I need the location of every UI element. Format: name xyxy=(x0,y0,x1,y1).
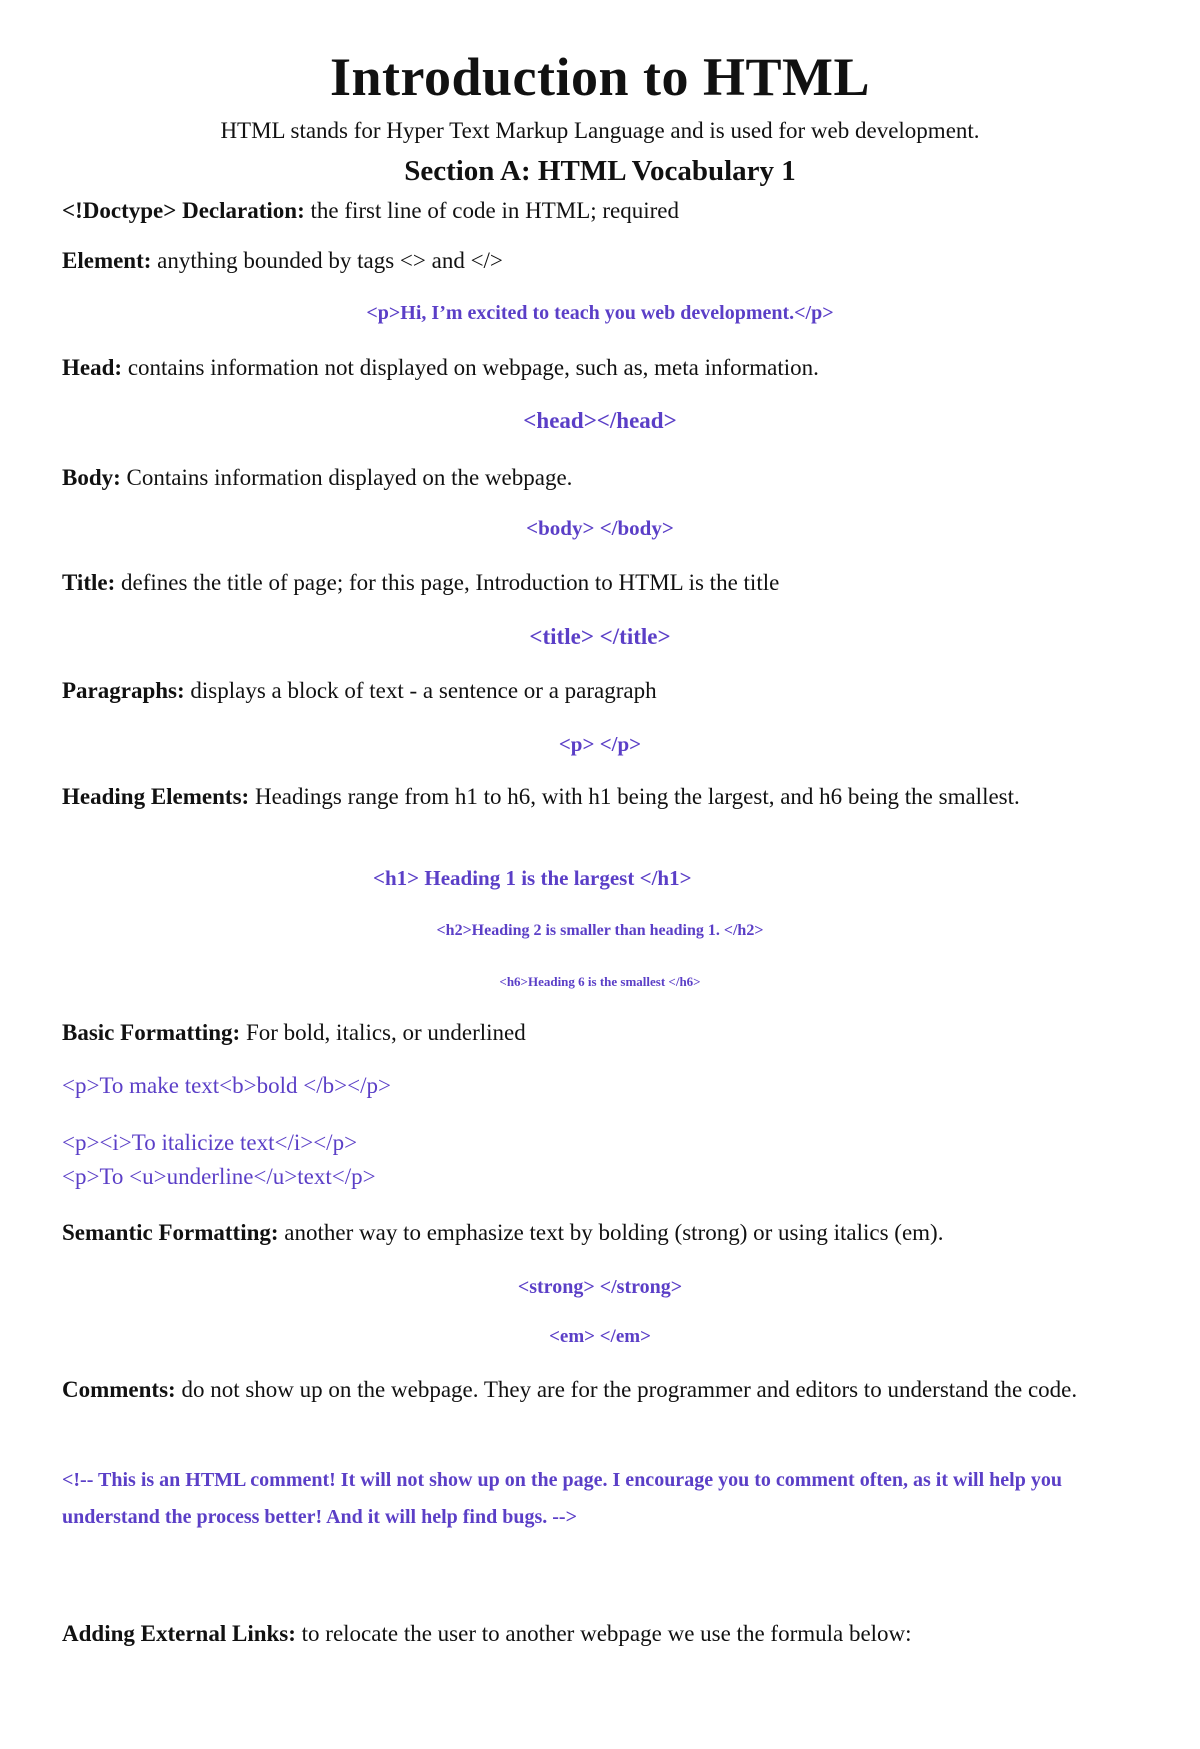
entry-headings xyxy=(62,782,1142,812)
entry-element xyxy=(62,248,503,274)
entry-comments xyxy=(62,1375,1142,1405)
term-comments: Comments: xyxy=(62,1377,176,1402)
page-subtitle: HTML stands for Hyper Text Markup Language and is used for web development. xyxy=(220,118,980,143)
code-em: <em> </em> xyxy=(549,1326,651,1347)
term-doctype: <!Doctype> Declaration: xyxy=(62,198,305,223)
code-h2: <h2>Heading 2 is smaller than heading 1. </h2> xyxy=(436,922,764,939)
entry-doctype xyxy=(62,198,679,224)
desc-head: contains information not displayed on webpage, such as, meta information. xyxy=(122,355,819,380)
desc-body: Contains information displayed on the webpage. xyxy=(120,465,573,490)
code-bold: <p>To make text<b>bold </b></p> xyxy=(62,1073,391,1098)
desc-doctype: the first line of code in HTML; required xyxy=(304,198,680,223)
code-element: <p>Hi, I’m excited to teach you web development.</p> xyxy=(366,302,834,324)
entry-head xyxy=(62,355,819,381)
term-paragraphs: Paragraphs: xyxy=(62,678,185,703)
term-semantic: Semantic Formatting: xyxy=(62,1220,279,1245)
entry-paragraphs xyxy=(62,678,657,704)
term-body: Body: xyxy=(62,465,121,490)
term-basic: Basic Formatting: xyxy=(62,1020,241,1045)
desc-links: to relocate the user to another webpage we use the formula below: xyxy=(295,1621,912,1646)
code-h1: <h1> Heading 1 is the largest </h1> xyxy=(373,866,692,890)
desc-basic: For bold, italics, or underlined xyxy=(240,1020,526,1045)
code-body: <body> </body> xyxy=(526,516,674,540)
entry-semantic-formatting xyxy=(62,1220,943,1246)
term-links: Adding External Links: xyxy=(62,1621,296,1646)
entry-body xyxy=(62,465,572,491)
code-underline: <p>To <u>underline</u>text</p> xyxy=(62,1164,376,1189)
code-head: <head></head> xyxy=(523,408,677,433)
desc-semantic: another way to emphasize text by bolding (strong) or using italics (em). xyxy=(278,1220,944,1245)
term-title: Title: xyxy=(62,570,116,595)
entry-basic-formatting xyxy=(62,1020,526,1046)
term-element: Element: xyxy=(62,248,152,273)
desc-title: defines the title of page; for this page, Introduction to HTML is the title xyxy=(115,570,780,595)
code-h6: <h6>Heading 6 is the smallest </h6> xyxy=(499,974,701,989)
desc-headings: Headings range from h1 to h6, with h1 being the largest, and h6 being the smallest. xyxy=(249,784,1020,809)
desc-element: anything bounded by tags <> and </> xyxy=(151,248,503,273)
desc-paragraphs: displays a block of text - a sentence or a paragraph xyxy=(184,678,657,703)
code-italic: <p><i>To italicize text</i></p> xyxy=(62,1130,358,1155)
entry-external-links xyxy=(62,1621,912,1647)
code-strong: <strong> </strong> xyxy=(517,1276,683,1298)
page-title: Introduction to HTML xyxy=(329,47,871,107)
entry-title xyxy=(62,570,779,596)
term-headings: Heading Elements: xyxy=(62,784,250,809)
code-paragraphs: <p> </p> xyxy=(558,732,642,756)
term-head: Head: xyxy=(62,355,123,380)
desc-comments: do not show up on the webpage. They are for the programmer and editors to understand the code. xyxy=(175,1377,1078,1402)
section-heading: Section A: HTML Vocabulary 1 xyxy=(404,155,796,187)
code-comment: <!-- This is an HTML comment! It will not show up on the page. I encourage you to comment often, as it will help you understand the process better! And it will help find bugs. --> xyxy=(62,1469,1062,1528)
code-title: <title> </title> xyxy=(529,624,671,649)
